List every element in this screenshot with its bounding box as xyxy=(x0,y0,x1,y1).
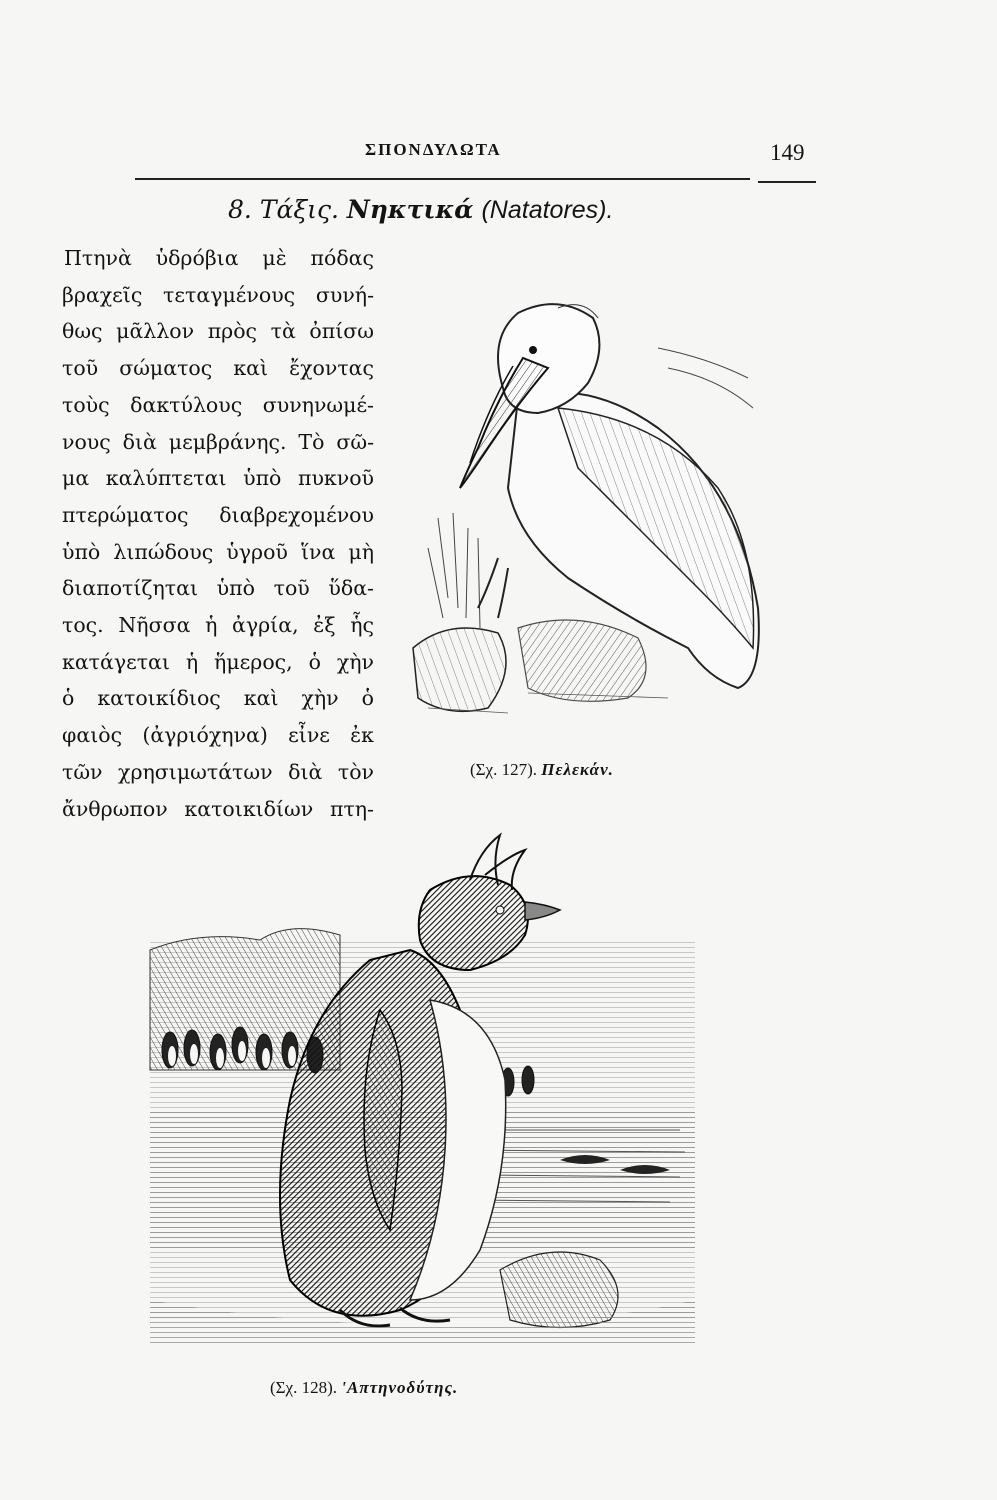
text-line: Πτηνὰ ὑδρόβια μὲ πόδας xyxy=(64,246,374,270)
text-line: κατάγεται ἡ ἥμερος, ὁ χὴν xyxy=(62,649,374,674)
text-line: ὑπὸ λιπώδους ὑγροῦ ἵνα μὴ xyxy=(62,539,374,564)
text-line: μα καλύπτεται ὑπὸ πυκνοῦ xyxy=(62,466,374,491)
page-number-rule xyxy=(758,181,816,183)
caption-name: 'Απτηνοδύτης. xyxy=(341,1378,459,1397)
text-line: τοὺς δακτύλους συνηνωμέ- xyxy=(62,392,374,417)
section-number: 8. xyxy=(228,195,252,224)
running-head: ΣΠΟΝΔΥΛΩΤΑ xyxy=(365,140,502,159)
body-paragraph xyxy=(62,240,374,827)
text-line: τος. Νῆσσα ἡ ἀγρία, ἐξ ἧς xyxy=(62,613,374,638)
order-latin-name: (Natatores). xyxy=(481,196,614,224)
order-greek-name: Νηκτικά xyxy=(346,195,474,224)
page-number: 149 xyxy=(770,140,805,165)
figure-128-caption xyxy=(270,1378,458,1398)
text-line: ἄνθρωπον κατοικιδίων πτη- xyxy=(62,796,374,821)
penguin-engraving xyxy=(140,830,700,1350)
text-line: βραχεῖς τεταγμένους συνή- xyxy=(62,282,374,307)
text-line: θως μᾶλλον πρὸς τὰ ὀπίσω xyxy=(62,319,374,344)
section-heading xyxy=(228,195,613,225)
caption-number: (Σχ. 128). xyxy=(270,1378,338,1397)
text-line: ὁ κατοικίδιος καὶ χὴν ὁ xyxy=(62,686,374,711)
penguin-illustration xyxy=(140,830,700,1350)
caption-number: (Σχ. 127). xyxy=(470,760,538,779)
text-line: νους διὰ μεμβράνης. Τὸ σῶ- xyxy=(62,429,374,454)
pelican-illustration xyxy=(408,288,770,720)
order-label: Τάξις. xyxy=(259,195,339,224)
text-line: τῶν χρησιμωτάτων διὰ τὸν xyxy=(62,759,374,784)
text-line: πτερώματος διαβρεχομένου xyxy=(62,502,374,527)
text-line: διαποτίζηται ὑπὸ τοῦ ὕδα- xyxy=(62,576,374,601)
caption-name: Πελεκάν. xyxy=(541,760,614,779)
pelican-engraving xyxy=(408,288,770,720)
header-rule xyxy=(135,178,750,180)
text-line: φαιὸς (ἀγριόχηνα) εἶνε ἐκ xyxy=(62,723,374,748)
figure-127-caption xyxy=(470,760,614,780)
text-line: τοῦ σώματος καὶ ἔχοντας xyxy=(62,356,374,381)
